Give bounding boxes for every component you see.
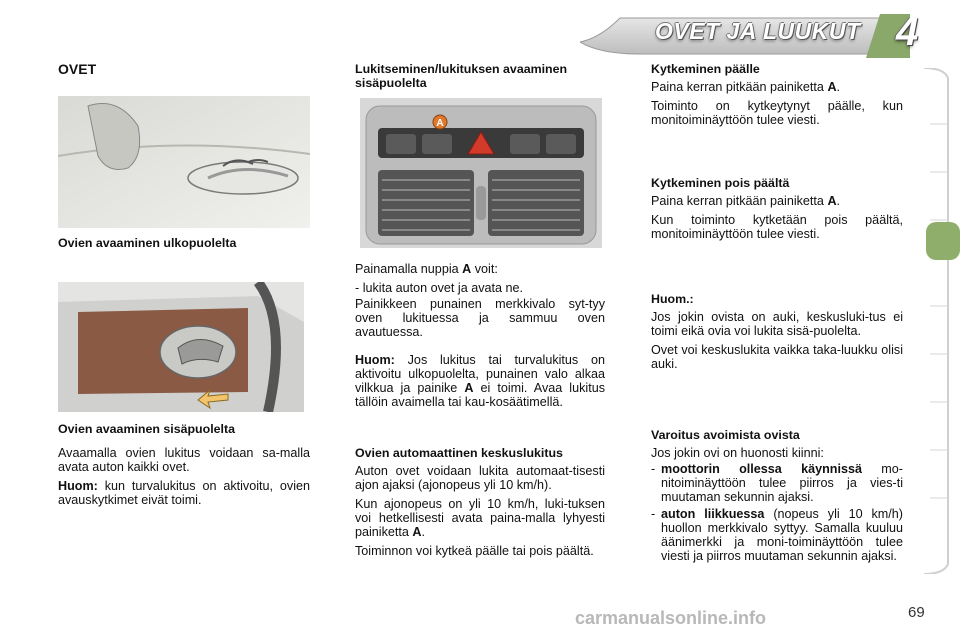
column-settings [651,62,903,132]
paragraph-tailgate-note: Ovet voi keskuslukita vaikka taka-luukku olisi auki. [651,343,903,371]
section-heading-auto-lock: Ovien automaattinen keskuslukitus [355,446,563,460]
chapter-title: OVET JA LUUKUT [655,18,861,44]
paragraph-indicator-light: Painikkeen punainen merkkivalo syt-tyy oven lukituessa ja sammuu oven avautuessa. [355,297,605,339]
paragraph-note-deadlock: Huom: kun turvalukitus on aktivoitu, ovien avauskytkimet eivät toimi. [58,479,310,507]
paragraph-note-outside-lock: Huom: Jos lukitus tai turvalukitus on aktivoitu ulkopuolelta, punainen valo alkaa vilkkua ja painike A ei toimi. Avaa lukitus tällöin avaimella tai kau-kosäätimellä. [355,353,605,409]
heading-switch-on: Kytkeminen päälle [651,62,760,76]
watermark: carmanualsonline.info [575,608,767,628]
chapter-tabs [924,68,960,574]
dashboard-lock-button-illustration [360,98,602,248]
paragraph-auto-lock: Auton ovet voidaan lukita automaat-tisesti ajon ajaksi (ajonopeus yli 10 km/h). [355,464,605,492]
chapter-number: 4 [896,10,919,54]
button-a-marker: A [436,118,444,129]
paragraph-switch-off-message: Kun toiminto kytketään pois päältä, monitoiminäyttöön tulee viesti. [651,213,903,241]
paragraph-switch-on-press: Paina kerran pitkään painiketta A. [651,80,841,94]
list-item-engine-running: - moottorin ollessa käynnissä mo-nitoiminäyttöön tulee piirros ja vies-ti muutaman sekunnin ajaksi. [651,462,903,504]
section-heading-doors: OVET [58,61,97,77]
paragraph-temporary-unlock: Kun ajonopeus on yli 10 km/h, luki-tuksen voi hetkellisesti avata paina-malla lyhyesti painiketta A. [355,497,605,539]
heading-door-open-warning: Varoitus avoimista ovista [651,428,800,442]
caption-interior-opening: Ovien avaaminen sisäpuolelta [58,422,235,436]
paragraph-toggle-function: Toiminnon voi kytkeä päälle tai pois päältä. [355,544,594,558]
exterior-door-handle-illustration [58,96,310,228]
column-locking [355,62,605,90]
interior-door-handle-illustration [58,282,304,412]
page-number: 69 [908,604,925,621]
column-doors [58,62,310,76]
paragraph-press-button: Painamalla nuppia A voit: [355,262,498,276]
paragraph-switch-on-message: Toiminto on kytkeytynyt päälle, kun monitoiminäyttöön tulee viesti. [651,99,903,127]
paragraph-switch-off-press: Paina kerran pitkään painiketta A. [651,194,841,208]
list-item-lock-doors: - lukita auton ovet ja avata ne. [355,281,524,295]
section-heading-locking: Lukitseminen/lukituksen avaaminen sisäpuolelta [355,62,568,90]
heading-switch-off: Kytkeminen pois päältä [651,176,790,190]
paragraph-door-open-note: Jos jokin ovista on auki, keskusluki-tus ei toimi eikä ovia voi lukita sisä-puolelta. [651,310,903,338]
paragraph-door-not-closed: Jos jokin ovi on huonosti kiinni: [651,446,824,460]
caption-exterior-opening: Ovien avaaminen ulkopuolelta [58,236,237,250]
list-item-vehicle-moving: - auton liikkuessa (nopeus yli 10 km/h) huollon merkkivalo syttyy. Samalla kuuluu äänimerkki ja moni-toiminäyttöön tulee viesti ja piirros muutaman sekunnin ajaksi. [651,507,903,563]
heading-note: Huom.: [651,292,694,306]
paragraph-central-unlock: Avaamalla ovien lukitus voidaan sa-malla avata auton kaikki ovet. [58,446,310,474]
active-chapter-tab [926,222,960,260]
